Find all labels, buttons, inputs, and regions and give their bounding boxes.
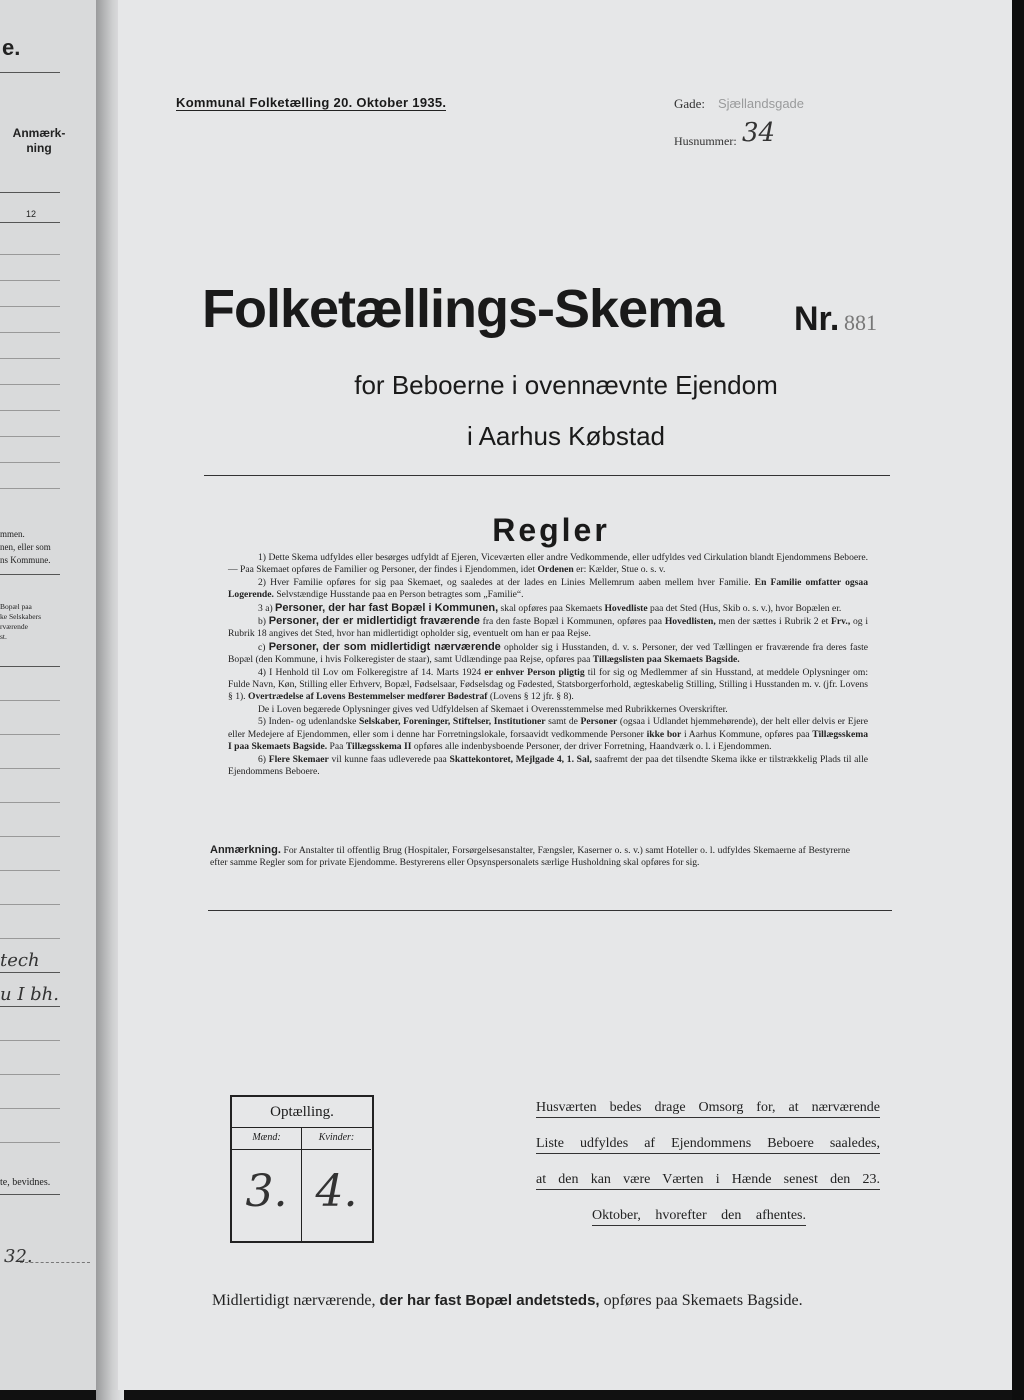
divider [0, 1040, 60, 1041]
divider [0, 1074, 60, 1075]
rule-5: 5) Inden- og udenlandske Selskaber, Foreninger, Stiftelser, Institutioner samt de Personer (ogsaa i Udlandet hjemmehørende), der helt eller delvis er Ejere eller Medejere af Ejendommen, eller som i denne har Forretningslokale, forsaavidt vedkommende Personer ikke bor i Aarhus Kommune, opføres paa Tillægsskema I paa Skemaets Bagside. Paa Tillægsskema II opføres alle indenbysboende Personer, der driver Forretning, Haandværk o. l. i Ejendommen. [228, 716, 869, 753]
rule-3b: b) Personer, der er midlertidigt fraværende fra den faste Bopæl i Kommunen, opføres paa Hovedlisten, men der sættes i Rubrik 2 et Frv., og i Rubrik 18 angives det Sted, hvor han midlertidigt opholder sig, eventuelt om han er paa Rejse. [228, 615, 869, 640]
divider [0, 700, 60, 701]
divider [0, 222, 60, 223]
divider [0, 410, 60, 411]
divider [0, 768, 60, 769]
scan-border [1012, 0, 1024, 1400]
divider [0, 1108, 60, 1109]
left-page-fragment-text: te, bevidnes. [0, 1177, 51, 1188]
divider [0, 280, 60, 281]
rule-3a: 3 a) Personer, der har fast Bopæl i Kommunen, skal opføres paa Skemaets Hovedliste paa det Sted (Hus, Skib o. s. v.), hvor Bopælen er. [258, 601, 842, 614]
divider [0, 972, 60, 973]
divider [0, 574, 60, 575]
rule-1: 1) Dette Skema udfyldes eller besørges udfyldt af Ejeren, Viceværten eller andre Vedkommende, eller udfyldes ved Cirkulation blandt Ejendommens Beboere. — Paa Skemaet opføres de Familier og Personer, der findes i Ejendommen, idet Ordenen er: Kælder, Stue o. s. v. [228, 552, 868, 576]
divider [0, 836, 60, 837]
divider [0, 332, 60, 333]
house-number-value: 34 [742, 118, 776, 148]
men-label: Mænd: [232, 1127, 301, 1150]
divider [0, 488, 60, 489]
house-number-label: Husnummer: [674, 134, 737, 148]
rule-6: 6) Flere Skemaer vil kunne faas udleverede paa Skattekontoret, Mejlgade 4, 1. Sal, saafremt der paa det tilsendte Skema ikke er tilstrækkelig Plads til alle Ejendommens Beboere. [228, 753, 869, 777]
street-label: Gade: [674, 96, 706, 111]
divider [0, 358, 60, 359]
rules-heading: Regler [492, 512, 610, 548]
left-page-fragment [0, 0, 100, 1390]
rules-body [228, 552, 868, 778]
count-box [230, 1095, 374, 1243]
rule-4: 4) I Henhold til Lov om Folkeregistre af 14. Marts 1924 er enhver Person pligtig til for sig og Medlemmer af sin Husstand, at meddele Oplysninger om: Fulde Navn, Køn, Stilling eller Erhverv, Bopæl, Fødselsaar, Fødselsdag og Fødested, Statsborgerforhold, ægteskabelig Stilling, Stilling i Husstanden m. v. (jfr. Lovens § 1). Overtrædelse af Lovens Bestemmelser medfører Bødestraf (Lovens § 12 jfr. § 8). [228, 666, 868, 703]
divider [0, 1194, 60, 1195]
women-column [302, 1127, 371, 1241]
left-page-anmaerkning: Anmærk- ning [12, 126, 66, 155]
left-page-handwriting: tech [0, 950, 40, 971]
footer-bold-text: der har fast Bopæl andetsteds, [379, 1292, 600, 1309]
divider [0, 1142, 60, 1143]
footer-text: opføres paa Skemaets Bagside. [599, 1292, 803, 1309]
divider [0, 904, 60, 905]
landlord-notice-line: Husværten bedes drage Omsorg for, at nærværende [536, 1100, 880, 1118]
anmaerkning-label: Anmærkning. [210, 844, 281, 856]
men-count: 3. [245, 1166, 288, 1217]
left-page-handwriting: 32. [4, 1246, 33, 1267]
divider [0, 436, 60, 437]
divider-rule [208, 910, 892, 911]
divider [0, 254, 60, 255]
rule-4-cont: De i Loven begærede Oplysninger gives ved Udfyldelsen af Skemaet i Overensstemmelse med Rubrikkernes Overskrifter. [258, 703, 728, 715]
landlord-notice-line: at den kan være Værten i Hænde senest den 23. [536, 1172, 880, 1190]
divider [0, 666, 60, 667]
divider [0, 802, 60, 803]
women-label: Kvinder: [302, 1127, 371, 1150]
street-value: Sjællandsgade [718, 96, 805, 111]
left-page-col-number: 12 [26, 209, 37, 219]
anmaerkning-text: For Anstalter til offentlig Brug (Hospitaler, Forsørgelsesanstalter, Fængsler, Kaserner o. s. v.) samt Hoteller o. l. udfyldes Skemaerne af Bestyrerne efter samme Regler som for private Ejendomme. Bestyrerens eller Opsynspersonalets særlige Husholdning skal opføres for sig. [210, 845, 850, 869]
divider-rule [204, 475, 890, 476]
divider [0, 870, 60, 871]
divider [0, 306, 60, 307]
divider [0, 72, 60, 73]
left-page-handwriting: u I bh. [0, 984, 59, 1005]
rule-2: 2) Hver Familie opføres for sig paa Skemaet, og saaledes at der lades en Linies Mellemrum aaben mellem hver Familie. En Familie omfatter ogsaa Logerende. Selvstændige Husstande paa en Person betragtes som „Familie“. [228, 576, 868, 601]
divider [0, 462, 60, 463]
divider [0, 192, 60, 193]
divider [0, 384, 60, 385]
footer-note [212, 1292, 876, 1310]
anmaerkning-note [210, 844, 850, 870]
left-page-fragment-text: Bopæl paa ke Selskabers rværende st. [0, 602, 42, 641]
men-column [232, 1127, 302, 1241]
divider [0, 938, 60, 939]
form-number-label: Nr. [794, 300, 840, 338]
form-number-value: 881 [844, 310, 877, 335]
census-header: Kommunal Folketælling 20. Oktober 1935. [176, 95, 447, 110]
form-subtitle-city: i Aarhus Købstad [467, 421, 665, 451]
left-page-fragment-text: mmen. nen, eller som ns Kommune. [0, 529, 51, 565]
rule-3c: c) Personer, der som midlertidigt nærværende opholder sig i Husstanden, d. v. s. Personer, der ved Tællingen er fraværende fra deres faste Bopæl (den Kommune, i hvis Folkeregister de staar), samt Udlændinge paa Rejse, opføres paa Tillægslisten paa Skemaets Bagside. [228, 640, 869, 666]
form-subtitle: for Beboerne i ovennævnte Ejendom [354, 370, 778, 400]
divider [0, 734, 60, 735]
count-box-title: Optælling. [232, 1097, 372, 1128]
landlord-notice-line: Liste udfyldes af Ejendommens Beboere saaledes, [536, 1136, 880, 1154]
divider [0, 1006, 60, 1007]
dotted-line [20, 1262, 90, 1263]
footer-text: Midlertidigt nærværende, [212, 1292, 380, 1309]
women-count: 4. [315, 1166, 358, 1217]
form-title: Folketællings-Skema [202, 279, 724, 339]
landlord-notice-line: Oktober, hvorefter den afhentes. [592, 1208, 806, 1226]
left-page-letter: e. [2, 35, 21, 60]
